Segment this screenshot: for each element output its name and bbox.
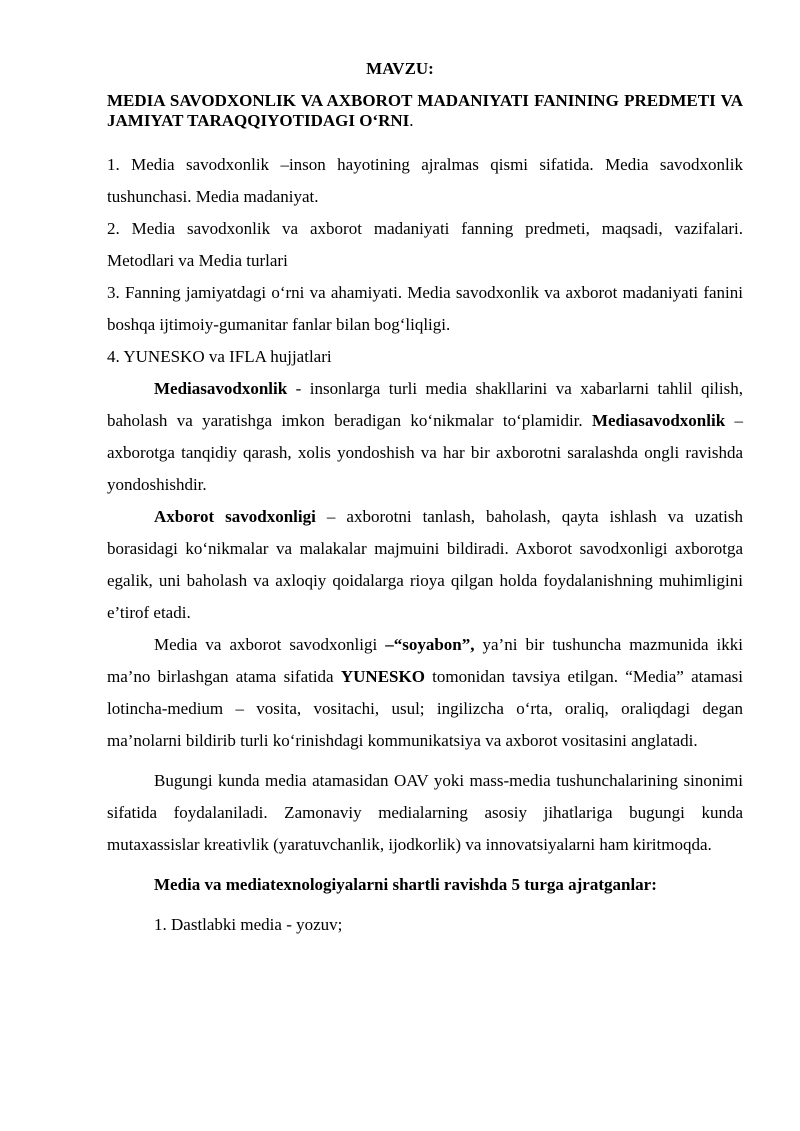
paragraph-axborot-savodxonligi bbox=[107, 501, 743, 629]
paragraph-bugungi-kunda: Bugungi kunda media atamasidan OAV yoki mass-media tushunchalarining sinonimi sifatida foydalaniladi. Zamonaviy medialarning asosiy jihatlariga bugungi kunda mutaxassislar kreativlik (yaratuvchanlik, ijodkorlik) va innovatsiyalarni ham kiritmoqda. bbox=[107, 771, 743, 854]
p3-text-2: ya’ni bir tushuncha mazmunida ikki ma’no birlashgan atama sifatida bbox=[107, 635, 743, 686]
term-yunesko: YUNESKO bbox=[340, 667, 425, 686]
paragraph-media-axborot bbox=[107, 629, 743, 757]
p3-text-3: tomonidan tavsiya etilgan. “Media” atamasi lotincha-medium – vosita, vositachi, usul; ingilizcha o‘rta, oraliq, oraliqdagi degan ma’nolarni bildirib turli ko‘rinishdagi kommunikatsiya va axborot vositasini anglatadi. bbox=[107, 667, 743, 750]
term-soyabon: –“soyabon”, bbox=[385, 635, 475, 654]
list-item-1: 1. Dastlabki media - yozuv; bbox=[154, 915, 343, 934]
paragraph-media-turlari-heading bbox=[107, 869, 743, 901]
definition-text: - insonlarga turli media shakllarini va xabarlarni tahlil qilish, baholash va yaratishga imkon beradigan ko‘nikmalar to‘plamidir. bbox=[107, 379, 743, 430]
definition-text-2: – axborotga tanqidiy qarash, xolis yondoshish va har bir axborotni saralashda ongli ravishda yondoshishdir. bbox=[107, 411, 743, 494]
plan-item-2: 2. Media savodxonlik va axborot madaniyati fanning predmeti, maqsadi, vazifalari. Metodlari va Media turlari bbox=[107, 219, 743, 270]
title-text: MEDIA SAVODXONLIK VA AXBOROT MADANIYATI FANINING PREDMETI VA JAMIYAT TARAQQIYOTIDAGI O‘RNI bbox=[107, 91, 743, 130]
plan-item-1: 1. Media savodxonlik –inson hayotining ajralmas qismi sifatida. Media savodxonlik tushunchasi. Media madaniyat. bbox=[107, 155, 743, 206]
plan-item-3: 3. Fanning jamiyatdagi o‘rni va ahamiyati. Media savodxonlik va axborot madaniyati fanini boshqa ijtimoiy-gumanitar fanlar bilan bog‘liqligi. bbox=[107, 283, 743, 334]
term-mediasavodxonlik: Mediasavodxonlik bbox=[154, 379, 288, 398]
title-end: . bbox=[409, 111, 414, 130]
term-axborot-savodxonligi: Axborot savodxonligi bbox=[154, 507, 316, 526]
paragraph-mediasavodxonlik bbox=[107, 373, 743, 501]
topic-label: MAVZU: bbox=[366, 59, 434, 78]
definition-text-3: – axborotni tanlash, baholash, qayta ishlash va uzatish borasidagi ko‘nikmalar va malakalar majmuini bildiradi. Axborot savodxonligi axborotga egalik, uni baholash va axloqiy qoidalarga rioya qilgan holda foydalanishning muhimligini e’tirof etadi. bbox=[107, 507, 743, 622]
p3-text-1: Media va axborot savodxonligi bbox=[154, 635, 386, 654]
term-mediasavodxonlik-2: Mediasavodxonlik bbox=[591, 411, 726, 430]
media-types-heading: Media va mediatexnologiyalarni shartli ravishda 5 turga ajratganlar: bbox=[154, 875, 657, 894]
document-body bbox=[107, 149, 743, 941]
plan-item-4: 4. YUNESKO va IFLA hujjatlari bbox=[107, 347, 332, 366]
document-title bbox=[107, 91, 743, 131]
